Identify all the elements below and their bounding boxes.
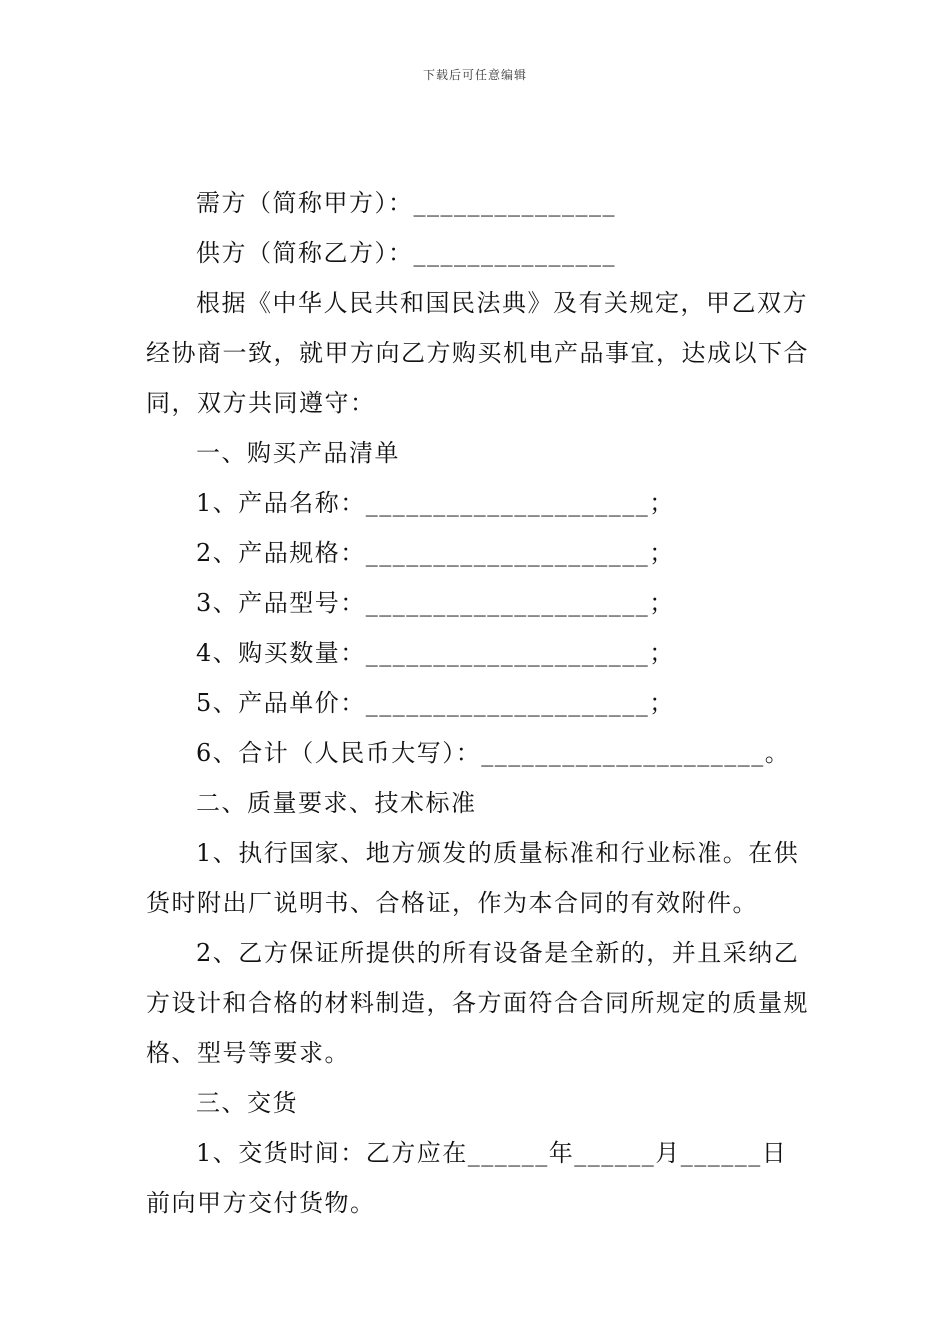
section-1-title: 一、购买产品清单 — [196, 439, 400, 467]
seller-party-line: 供方（简称乙方）：_______________ — [196, 239, 616, 267]
product-name-line: 1、产品名称：_____________________； — [196, 489, 675, 517]
purchase-quantity-line: 4、购买数量：_____________________； — [196, 639, 675, 667]
total-amount-line: 6、合计（人民币大写）：_____________________。 — [196, 739, 791, 767]
section-3-title: 三、交货 — [196, 1089, 298, 1117]
intro-paragraph: 根据《中华人民共和国民法典》及有关规定，甲乙双方经协商一致，就甲方向乙方购买机电产品事宜，达成以下合同，双方共同遵守： — [146, 289, 809, 417]
delivery-time-paragraph: 1、交货时间：乙方应在______年______月______日前向甲方交付货物。 — [146, 1139, 788, 1217]
quality-standard-paragraph: 1、执行国家、地方颁发的质量标准和行业标准。在供货时附出厂说明书、合格证，作为本合同的有效附件。 — [146, 839, 800, 917]
product-spec-line: 2、产品规格：_____________________； — [196, 539, 675, 567]
page-header-note: 下载后可任意编辑 — [422, 68, 527, 82]
equipment-guarantee-paragraph: 2、乙方保证所提供的所有设备是全新的，并且采纳乙方设计和合格的材料制造，各方面符合合同所规定的质量规格、型号等要求。 — [146, 939, 809, 1067]
unit-price-line: 5、产品单价：_____________________； — [196, 689, 675, 717]
section-2-title: 二、质量要求、技术标准 — [196, 789, 477, 817]
buyer-party-line: 需方（简称甲方）：_______________ — [196, 189, 616, 217]
product-model-line: 3、产品型号：_____________________； — [196, 589, 675, 617]
contract-body — [146, 178, 811, 1228]
